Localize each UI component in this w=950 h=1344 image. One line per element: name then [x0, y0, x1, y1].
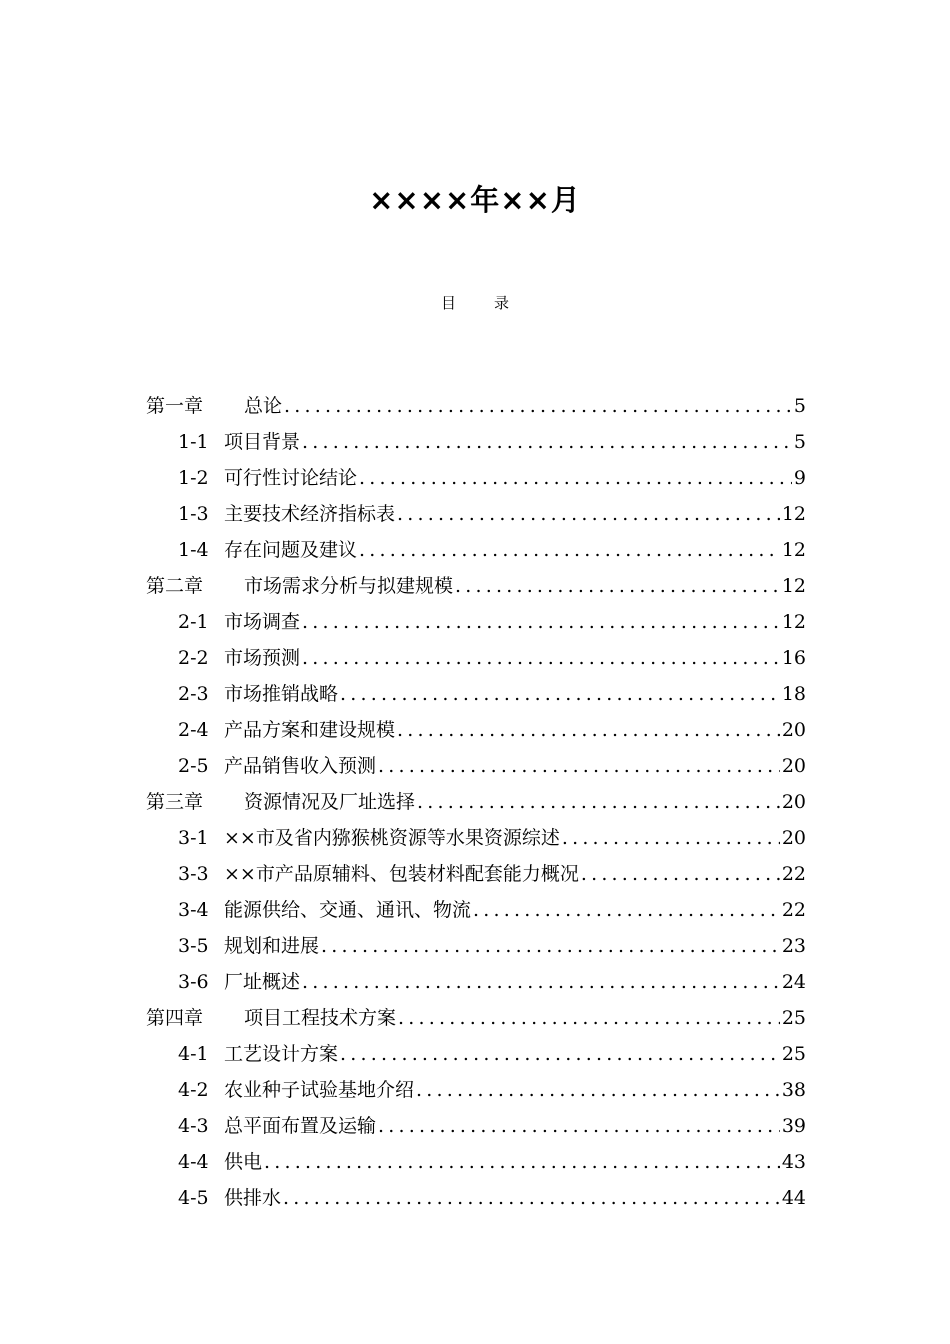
toc-entry-title: 厂址概述	[224, 971, 301, 993]
toc-dot-leader	[300, 424, 792, 460]
toc-dot-leader	[376, 1108, 780, 1144]
toc-dot-leader	[396, 1000, 780, 1036]
toc-entry-number: 2-2	[178, 647, 209, 669]
toc-entry-number: 3-1	[178, 827, 209, 849]
toc-page-number: 18	[781, 683, 806, 705]
toc-page-number: 38	[781, 1079, 806, 1101]
toc-entry-number: 第一章	[146, 395, 204, 417]
toc-page-number: 22	[781, 899, 806, 921]
toc-dot-leader	[300, 640, 780, 676]
table-of-contents	[146, 388, 806, 1216]
toc-section-entry[interactable]	[146, 532, 806, 568]
toc-entry-title: 能源供给、交通、通讯、物流	[224, 899, 472, 921]
toc-entry-number: 3-5	[178, 935, 209, 957]
toc-section-entry[interactable]	[146, 1108, 806, 1144]
toc-entry-title: 项目背景	[224, 431, 301, 453]
toc-page-number: 23	[781, 935, 806, 957]
toc-entry-number: 2-3	[178, 683, 209, 705]
toc-chapter-entry[interactable]	[146, 568, 806, 604]
toc-section-entry[interactable]	[146, 1144, 806, 1180]
toc-page-number: 12	[781, 575, 806, 597]
toc-section-entry[interactable]	[146, 856, 806, 892]
toc-section-entry[interactable]	[146, 640, 806, 676]
toc-entry-title: 市场需求分析与拟建规模	[244, 575, 454, 597]
toc-entry-number: 第四章	[146, 1007, 204, 1029]
toc-page-number: 9	[793, 467, 806, 489]
toc-page-number: 20	[781, 827, 806, 849]
toc-dot-leader	[395, 496, 780, 532]
toc-entry-number: 4-1	[178, 1043, 209, 1065]
toc-entry-title: 农业种子试验基地介绍	[224, 1079, 415, 1101]
toc-section-entry[interactable]	[146, 1036, 806, 1072]
toc-page-number: 22	[781, 863, 806, 885]
toc-page-number: 20	[781, 791, 806, 813]
toc-entry-number: 1-4	[178, 539, 209, 561]
toc-dot-leader	[395, 712, 780, 748]
toc-entry-title: 存在问题及建议	[224, 539, 358, 561]
toc-dot-leader	[300, 964, 780, 1000]
toc-dot-leader	[357, 532, 780, 568]
toc-entry-title: 可行性讨论结论	[224, 467, 358, 489]
toc-page-number: 5	[793, 431, 806, 453]
toc-entry-title: 总平面布置及运输	[224, 1115, 377, 1137]
toc-entry-number: 4-4	[178, 1151, 209, 1173]
toc-entry-number: 3-3	[178, 863, 209, 885]
toc-entry-number: 第三章	[146, 791, 204, 813]
toc-section-entry[interactable]	[146, 928, 806, 964]
toc-heading-right: 录	[494, 294, 510, 312]
toc-entry-title: ××市产品原辅料、包装材料配套能力概况	[224, 863, 579, 885]
toc-dot-leader	[376, 748, 780, 784]
toc-section-entry[interactable]	[146, 496, 806, 532]
toc-entry-title: ××市及省内猕猴桃资源等水果资源综述	[224, 827, 560, 849]
toc-section-entry[interactable]	[146, 460, 806, 496]
toc-entry-title: 产品方案和建设规模	[224, 719, 396, 741]
toc-entry-title: 总论	[244, 395, 283, 417]
toc-entry-title: 供排水	[224, 1187, 282, 1209]
toc-entry-title: 供电	[224, 1151, 263, 1173]
toc-dot-leader	[560, 820, 780, 856]
toc-entry-title: 市场推销战略	[224, 683, 339, 705]
toc-section-entry[interactable]	[146, 676, 806, 712]
toc-section-entry[interactable]	[146, 604, 806, 640]
toc-dot-leader	[319, 928, 780, 964]
toc-entry-title: 资源情况及厂址选择	[244, 791, 416, 813]
date-title: ××××年××月	[369, 183, 581, 217]
toc-dot-leader	[282, 388, 792, 424]
toc-entry-number: 4-5	[178, 1187, 209, 1209]
toc-page-number: 16	[781, 647, 806, 669]
toc-section-entry[interactable]	[146, 892, 806, 928]
toc-entry-number: 1-1	[178, 431, 209, 453]
toc-section-entry[interactable]	[146, 1180, 806, 1216]
toc-entry-title: 主要技术经济指标表	[224, 503, 396, 525]
toc-dot-leader	[415, 784, 780, 820]
toc-dot-leader	[414, 1072, 780, 1108]
toc-entry-title: 项目工程技术方案	[244, 1007, 397, 1029]
toc-page-number: 12	[781, 611, 806, 633]
toc-entry-number: 3-4	[178, 899, 209, 921]
toc-entry-title: 产品销售收入预测	[224, 755, 377, 777]
toc-page-number: 20	[781, 719, 806, 741]
toc-chapter-entry[interactable]	[146, 784, 806, 820]
toc-entry-number: 1-2	[178, 467, 209, 489]
toc-entry-number: 第二章	[146, 575, 204, 597]
toc-dot-leader	[338, 1036, 780, 1072]
toc-page-number: 25	[781, 1043, 806, 1065]
toc-dot-leader	[453, 568, 780, 604]
toc-page-number: 39	[781, 1115, 806, 1137]
toc-dot-leader	[471, 892, 780, 928]
toc-dot-leader	[579, 856, 780, 892]
toc-entry-number: 2-5	[178, 755, 209, 777]
toc-heading-left: 目	[440, 294, 456, 312]
toc-dot-leader	[281, 1180, 780, 1216]
toc-entry-number: 1-3	[178, 503, 209, 525]
toc-entry-number: 4-2	[178, 1079, 209, 1101]
toc-entry-title: 工艺设计方案	[224, 1043, 339, 1065]
toc-entry-number: 2-1	[178, 611, 209, 633]
toc-page-number: 24	[781, 971, 806, 993]
toc-section-entry[interactable]	[146, 1072, 806, 1108]
toc-section-entry[interactable]	[146, 424, 806, 460]
toc-chapter-entry[interactable]	[146, 388, 806, 424]
toc-chapter-entry[interactable]	[146, 1000, 806, 1036]
toc-entry-number: 3-6	[178, 971, 209, 993]
toc-entry-title: 市场预测	[224, 647, 301, 669]
toc-entry-number: 4-3	[178, 1115, 209, 1137]
toc-entry-number: 2-4	[178, 719, 209, 741]
toc-section-entry[interactable]	[146, 820, 806, 856]
toc-dot-leader	[300, 604, 780, 640]
toc-section-entry[interactable]	[146, 964, 806, 1000]
toc-dot-leader	[357, 460, 792, 496]
toc-section-entry[interactable]	[146, 748, 806, 784]
toc-page-number: 20	[781, 755, 806, 777]
toc-section-entry[interactable]	[146, 712, 806, 748]
toc-page-number: 12	[781, 503, 806, 525]
toc-page-number: 5	[793, 395, 806, 417]
toc-page-number: 43	[781, 1151, 806, 1173]
toc-page-number: 12	[781, 539, 806, 561]
toc-entry-title: 市场调查	[224, 611, 301, 633]
toc-entry-title: 规划和进展	[224, 935, 320, 957]
toc-page-number: 25	[781, 1007, 806, 1029]
toc-dot-leader	[262, 1144, 780, 1180]
toc-heading	[0, 292, 950, 314]
toc-dot-leader	[338, 676, 780, 712]
toc-page-number: 44	[781, 1187, 806, 1209]
